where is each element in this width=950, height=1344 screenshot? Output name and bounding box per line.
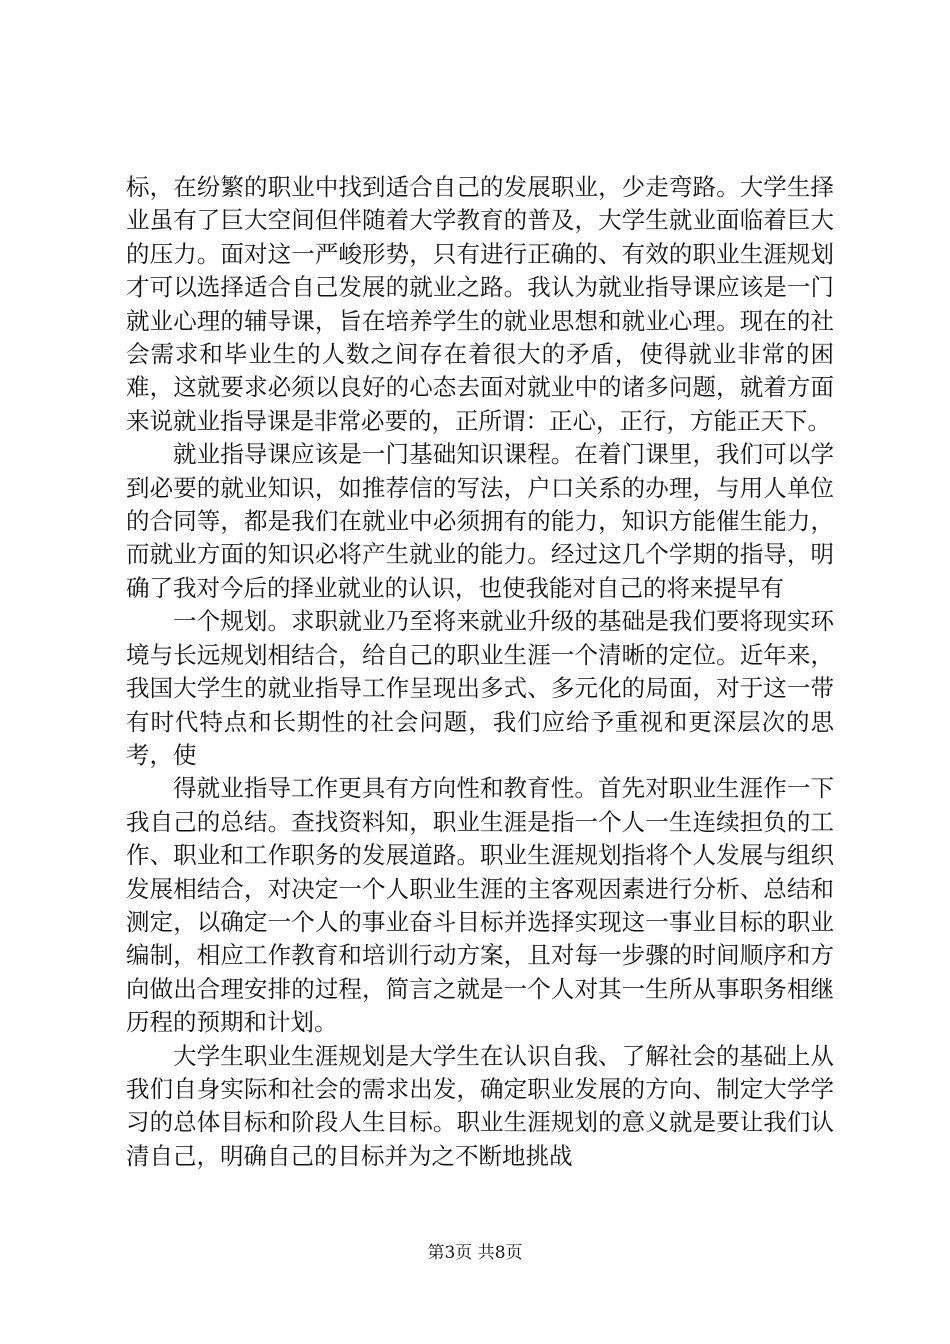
- page-number-footer: 第3页 共8页: [427, 1243, 523, 1263]
- paragraph-1: 标，在纷繁的职业中找到适合自己的发展职业，少走弯路。大学生择业虽有了巨大空间但伴随着大学教育的普及，大学生就业面临着巨大的压力。面对这一严峻形势，只有进行正确的、有效的职业生涯规划才可以选择适合自己发展的就业之路。我认为就业指导课应该是一门就业心理的辅导课，旨在培养学生的就业思想和就业心理。现在的社会需求和毕业生的人数之间存在着很大的矛盾，使得就业非常的困难，这就要求必须以良好的心态去面对就业中的诸多问题，就着方面来说就业指导课是非常必要的，正所谓：正心，正行，方能正天下。: [126, 173, 834, 435]
- paragraph-5: 大学生职业生涯规划是大学生在认识自我、了解社会的基础上从我们自身实际和社会的需求出发，确定职业发展的方向、制定大学学习的总体目标和阶段人生目标。职业生涯规划的意义就是要让我们认清自己，明确自己的目标并为之不断地挑战: [126, 1041, 834, 1170]
- paragraph-2: 就业指导课应该是一门基础知识课程。在着门课里，我们可以学到必要的就业知识，如推荐信的写法，户口关系的办理，与用人单位的合同等，都是我们在就业中必须拥有的能力，知识方能催生能力，而就业方面的知识必将产生就业的能力。经过这几个学期的指导，明确了我对今后的择业就业的认识，也使我能对自己的将来提早有: [126, 440, 834, 602]
- paragraph-4: 得就业指导工作更具有方向性和教育性。首先对职业生涯作一下我自己的总结。查找资料知，职业生涯是指一个人一生连续担负的工作、职业和工作职务的发展道路。职业生涯规划指将个人发展与组织发展相结合，对决定一个人职业生涯的主客观因素进行分析、总结和测定，以确定一个人的事业奋斗目标并选择实现这一事业目标的职业编制，相应工作教育和培训行动方案，且对每一步骤的时间顺序和方向做出合理安排的过程，简言之就是一个人对其一生所从事职务相继历程的预期和计划。: [126, 774, 834, 1037]
- paragraph-3: 一个规划。求职就业乃至将来就业升级的基础是我们要将现实环境与长远规划相结合，给自己的职业生涯一个清晰的定位。近年来，我国大学生的就业指导工作呈现出多式、多元化的局面，对于这一带有时代特点和长期性的社会问题，我们应给予重视和更深层次的思考，使: [126, 607, 834, 769]
- document-body: [126, 171, 834, 1173]
